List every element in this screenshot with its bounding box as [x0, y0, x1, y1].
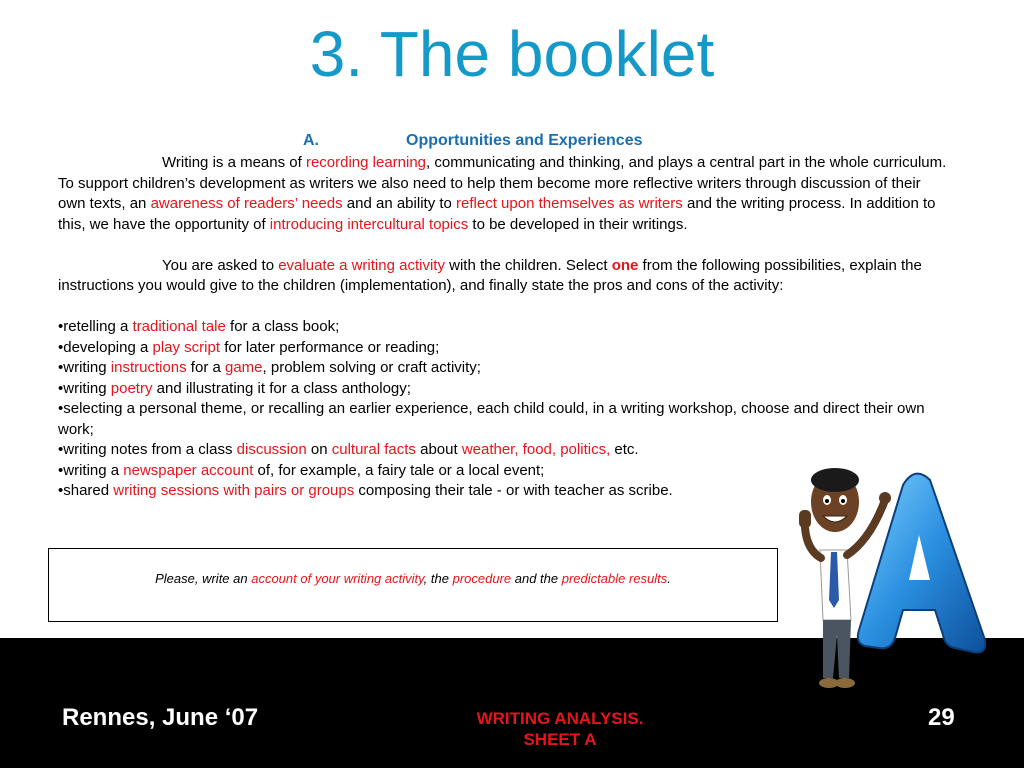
highlight-readers-needs: awareness of readers’ needs: [150, 195, 343, 212]
list-item: •selecting a personal theme, or recalling an earlier experience, each child could, in a writing workshop, choose and direct their own work;: [58, 400, 925, 438]
footer-sheet-line2: SHEET A: [523, 730, 597, 749]
text-run: to be developed in their writings.: [468, 215, 688, 233]
highlight-one: one: [611, 256, 639, 274]
section-heading-text: Opportunities and Experiences: [406, 132, 643, 149]
text-run: with the children. Select: [444, 256, 612, 274]
text-run: from the following possibilities, explain the instructions you would give to the children (implementation), and finally state the pros and cons of the activity:: [58, 256, 922, 294]
highlight-reflect-upon: reflect upon themselves as writers: [456, 195, 683, 212]
list-item: •writing poetry and illustrating it for a class anthology;: [58, 379, 411, 397]
list-item: •writing a newspaper account of, for example, a fairy tale or a local event;: [58, 461, 545, 479]
mascot-illustration: [785, 440, 990, 695]
footer-sheet-line1: WRITING ANALYSIS.: [476, 709, 644, 728]
instruction-text: Please, write an account of your writing activity, the procedure and the predictable results.: [155, 571, 671, 586]
slide-title: 3. The booklet: [309, 18, 715, 90]
instruction-box: [48, 548, 778, 622]
list-item: •developing a play script for later performance or reading;: [58, 338, 440, 356]
footer-sheet-title: [410, 708, 710, 750]
highlight-evaluate-activity: evaluate a writing activity: [278, 256, 445, 274]
list-item: •retelling a traditional tale for a class book;: [58, 318, 340, 335]
footer-page-number: 29: [928, 704, 955, 731]
text-run: and an ability to: [342, 195, 457, 212]
paragraph-task: [58, 256, 948, 297]
text-run: and the writing process. In addition to this, we have the opportunity of: [58, 195, 936, 233]
list-item: •writing notes from a class discussion on cultural facts about weather, food, politics, etc.: [58, 441, 639, 458]
highlight-recording-learning: recording learning: [305, 154, 427, 171]
highlight-intercultural-topics: introducing intercultural topics: [269, 215, 469, 233]
list-item: •shared writing sessions with pairs or groups composing their tale - or with teacher as scribe.: [58, 482, 673, 499]
text-run: You are asked to: [162, 256, 279, 274]
footer-location-date: Rennes, June ‘07: [62, 704, 259, 731]
letter-a-icon: [858, 474, 985, 653]
text-run: , communicating and thinking, and plays a central part in the whole curriculum. To support children’s development as writers we also need to help them become more reflective writers through discussion of their own texts, an: [58, 154, 947, 212]
paragraph-intro: [58, 153, 948, 235]
list-item: •writing instructions for a game, problem solving or craft activity;: [58, 359, 481, 376]
text-run: Writing is a means of: [162, 154, 306, 171]
section-letter: A.: [303, 132, 319, 149]
